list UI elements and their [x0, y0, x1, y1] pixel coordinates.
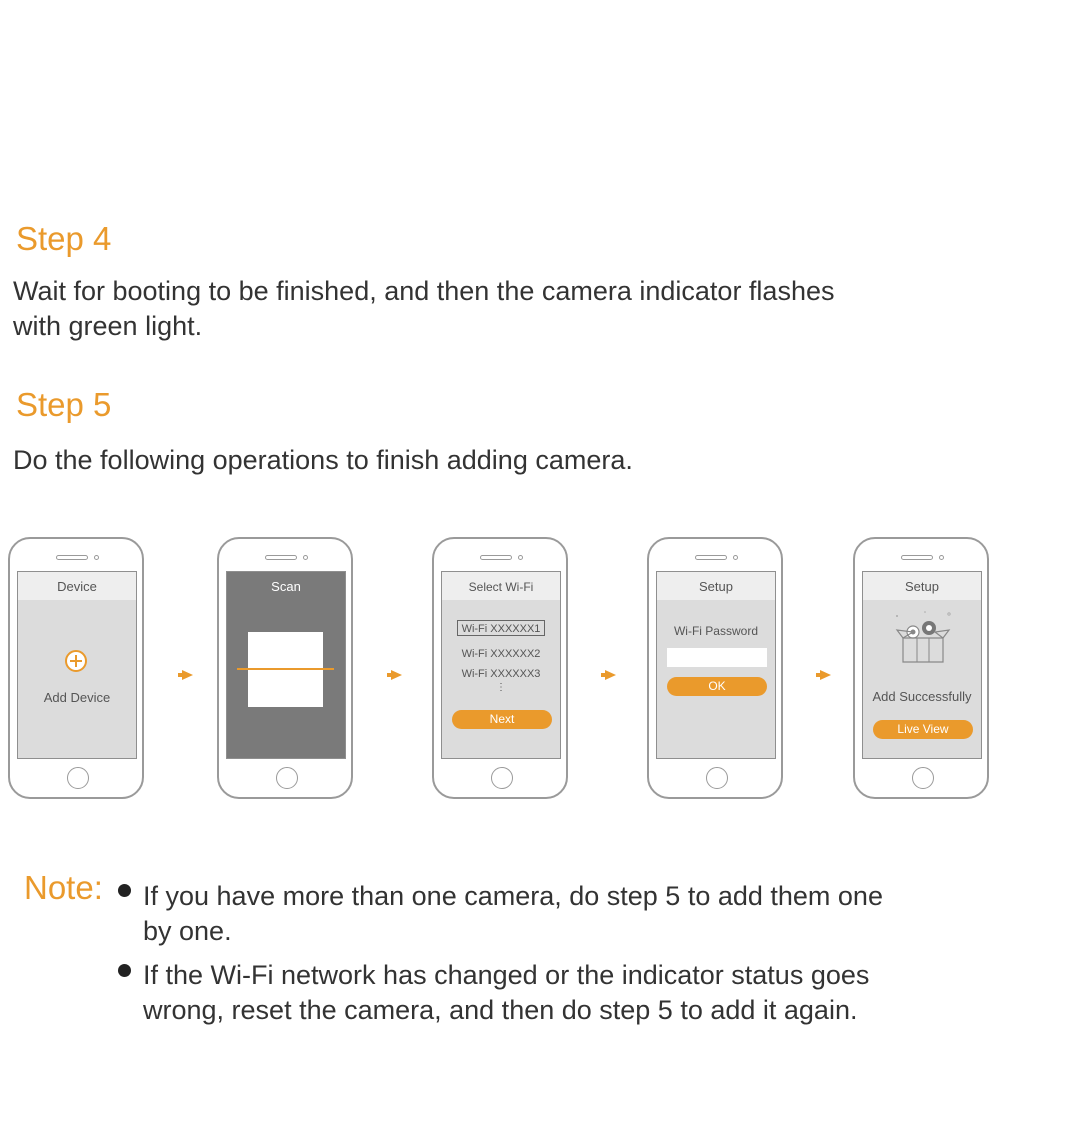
- phone-wifi-screen: [432, 537, 568, 799]
- more-networks-icon: ⋮: [496, 682, 506, 693]
- note-item-2-line-1: If the Wi-Fi network has changed or the indicator status goes: [143, 960, 870, 990]
- screen-header: Scan: [227, 572, 345, 600]
- live-view-button[interactable]: Live View: [873, 720, 973, 739]
- screen-header: Device: [18, 572, 136, 600]
- speaker-icon: [480, 555, 512, 560]
- step-5-text: Do the following operations to finish adding camera.: [13, 445, 633, 475]
- wifi-network-3[interactable]: Wi-Fi XXXXXX3: [461, 668, 541, 680]
- wifi-network-1[interactable]: Wi-Fi XXXXXX1: [457, 620, 545, 636]
- phone-device-screen: [8, 537, 144, 799]
- step-4-title: Step 4: [16, 220, 112, 257]
- step-4-text: [13, 274, 834, 344]
- home-button-icon: [912, 767, 934, 789]
- phone-screen: [17, 571, 137, 759]
- speaker-icon: [265, 555, 297, 560]
- home-button-icon: [276, 767, 298, 789]
- front-camera-icon: [733, 555, 738, 560]
- screen-header: Setup: [863, 572, 981, 600]
- phone-screen: [862, 571, 982, 759]
- step-4-line-1: Wait for booting to be finished, and then the camera indicator flashes: [13, 276, 835, 306]
- note-item-2-line-2: wrong, reset the camera, and then do step 5 to add it again.: [143, 995, 858, 1025]
- arrow-right-icon: [605, 670, 616, 680]
- screen-header: Select Wi-Fi: [442, 572, 560, 600]
- scan-frame: [248, 632, 323, 707]
- scan-line: [237, 668, 334, 670]
- camera-in-box-icon: [891, 610, 955, 668]
- front-camera-icon: [303, 555, 308, 560]
- add-device-button[interactable]: Add Device: [43, 690, 111, 705]
- next-button[interactable]: Next: [452, 710, 552, 729]
- phone-screen: [441, 571, 561, 759]
- front-camera-icon: [939, 555, 944, 560]
- arrow-right-icon: [820, 670, 831, 680]
- plus-circle-icon[interactable]: [65, 650, 87, 672]
- home-button-icon: [491, 767, 513, 789]
- bullet-icon: [118, 884, 131, 897]
- front-camera-icon: [518, 555, 523, 560]
- home-button-icon: [706, 767, 728, 789]
- speaker-icon: [56, 555, 88, 560]
- step-5-title: Step 5: [16, 386, 112, 423]
- bullet-icon: [118, 964, 131, 977]
- speaker-icon: [901, 555, 933, 560]
- ok-button[interactable]: OK: [667, 677, 767, 696]
- note-item-1-line-2: by one.: [143, 916, 232, 946]
- note-item-1: [143, 879, 943, 949]
- wifi-password-label: Wi-Fi Password: [673, 624, 758, 638]
- arrow-right-icon: [391, 670, 402, 680]
- phone-scan-screen: [217, 537, 353, 799]
- wifi-network-2[interactable]: Wi-Fi XXXXXX2: [461, 648, 541, 660]
- front-camera-icon: [94, 555, 99, 560]
- phone-screen: [656, 571, 776, 759]
- phone-setup-screen: [647, 537, 783, 799]
- phone-screen: [226, 571, 346, 759]
- note-label: Note:: [24, 869, 103, 906]
- phone-success-screen: [853, 537, 989, 799]
- note-item-1-line-1: If you have more than one camera, do step 5 to add them one: [143, 881, 883, 911]
- step-4-line-2: with green light.: [13, 311, 203, 341]
- arrow-right-icon: [182, 670, 193, 680]
- wifi-password-input[interactable]: [667, 648, 767, 667]
- note-item-2: [143, 958, 943, 1028]
- home-button-icon: [67, 767, 89, 789]
- add-success-message: Add Successfully: [872, 689, 972, 704]
- speaker-icon: [695, 555, 727, 560]
- screen-header: Setup: [657, 572, 775, 600]
